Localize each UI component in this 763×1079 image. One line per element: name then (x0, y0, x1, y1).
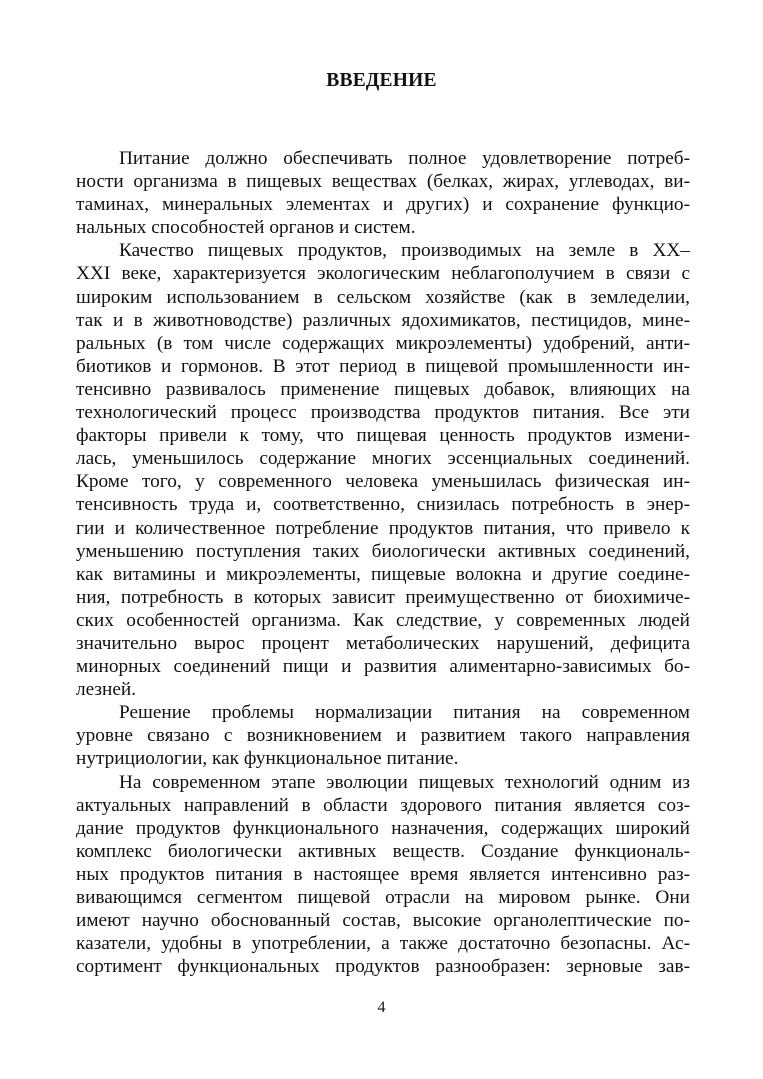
text-line: технологический процесс производства продуктов питания. Все эти (76, 402, 690, 424)
text-line: дание продуктов функционального назначения, содержащих широкий (76, 817, 690, 839)
text-line: значительно вырос процент метаболических нарушений, дефицита (76, 632, 690, 654)
text-line: казатели, удобны в употреблении, а также достаточно безопасны. Ас- (76, 933, 690, 955)
text-line: ских особенностей организма. Как следствие, у современных людей (76, 609, 690, 631)
body-text (76, 147, 690, 978)
text-line: Питание должно обеспечивать полное удовлетворение потреб- (119, 148, 690, 169)
text-line: гии и количественное потребление продуктов питания, что привело к (76, 517, 690, 539)
text-line: вивающимся сегментом пищевой отрасли на мировом рынке. Они (76, 887, 690, 908)
text-line: сортимент функциональных продуктов разнообразен: зерновые зав- (76, 956, 690, 978)
text-line: Качество пищевых продуктов, производимых на земле в XX– (119, 240, 690, 262)
text-line: актуальных направлений в области здорового питания является соз- (76, 794, 690, 816)
text-line: комплекс биологически активных веществ. Создание функциональ- (76, 840, 690, 862)
text-line: минорных соединений пищи и развития алиментарно-зависимых бо- (76, 656, 690, 678)
paragraph (76, 239, 690, 701)
paragraph (76, 771, 690, 979)
text-line: так и в животноводстве) различных ядохимикатов, пестицидов, мине- (76, 309, 690, 331)
text-line: нутрициологии, как функциональное питание. (76, 748, 459, 770)
paragraph (76, 701, 690, 770)
paragraph (76, 147, 690, 239)
text-line: имеют научно обоснованный состав, высокие органолептические по- (76, 910, 690, 932)
text-line: лась, уменьшилось содержание многих эссенциальных соединений. (76, 448, 690, 470)
page-title: ВВЕДЕНИЕ (326, 70, 437, 91)
text-line: широким использованием в сельском хозяйстве (как в земледелии, (76, 286, 690, 308)
text-line: факторы привели к тому, что пищевая ценность продуктов измени- (76, 425, 690, 447)
text-line: ности организма в пищевых веществах (белках, жирах, углеводах, ви- (76, 171, 690, 193)
text-line: таминах, минеральных элементах и других) и сохранение функцио- (76, 194, 690, 216)
text-line: как витамины и микроэлементы, пищевые волокна и другие соедине- (76, 563, 690, 585)
text-line: Кроме того, у современного человека уменьшилась физическая ин- (76, 471, 690, 493)
text-line: тенсивно развивалось применение пищевых добавок, влияющих на (76, 378, 690, 400)
text-line: ния, потребность в которых зависит преимущественно от биохимиче- (76, 586, 690, 608)
text-line: уровне связано с возникновением и развитием такого направления (76, 725, 690, 747)
text-line: биотиков и гормонов. В этот период в пищевой промышленности ин- (76, 355, 690, 377)
text-line: тенсивность труда и, соответственно, снизилась потребность в энер- (76, 494, 690, 516)
text-line: XXI веке, характеризуется экологическим неблагополучием в связи с (76, 263, 690, 285)
text-line: лезней. (76, 679, 137, 701)
text-line: На современном этапе эволюции пищевых технологий одним из (119, 771, 690, 793)
text-line: нальных способностей органов и систем. (76, 217, 416, 239)
text-line: уменьшению поступления таких биологически активных соединений, (76, 540, 690, 562)
page-number: 4 (377, 999, 386, 1016)
text-line: Решение проблемы нормализации питания на современном (119, 702, 690, 724)
text-line: ральных (в том числе содержащих микроэлементы) удобрений, анти- (76, 332, 690, 354)
text-line: ных продуктов питания в настоящее время является интенсивно раз- (76, 863, 690, 885)
